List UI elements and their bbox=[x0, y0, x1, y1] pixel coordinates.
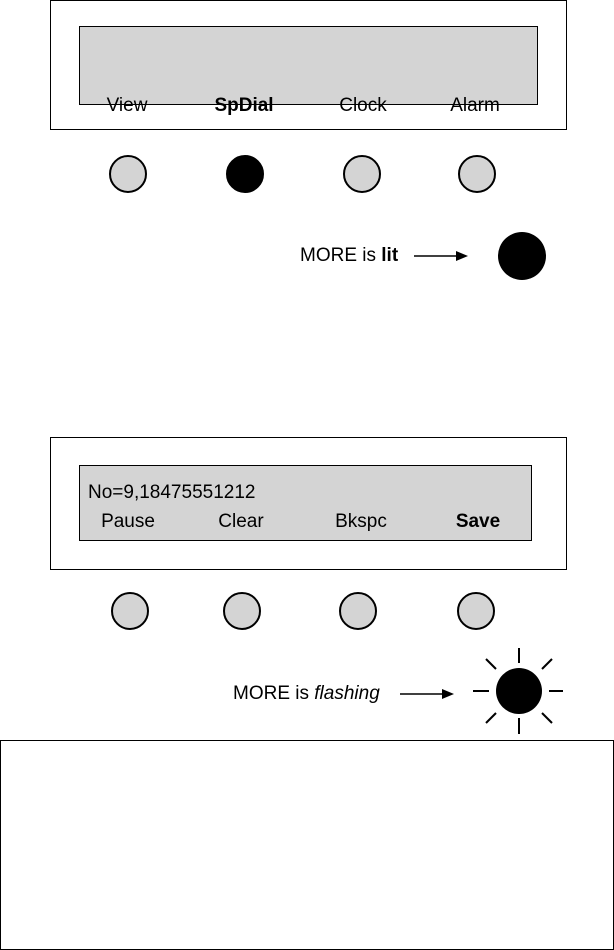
arrow-right-icon bbox=[400, 686, 456, 702]
softkey-clock-label: Clock bbox=[339, 95, 387, 116]
softkey-save-label: Save bbox=[455, 511, 501, 532]
more-button-flashing[interactable] bbox=[470, 643, 570, 739]
softkey-view-label: View bbox=[106, 95, 148, 116]
softkey-alarm-label: Alarm bbox=[450, 95, 500, 116]
more-flashing-caption bbox=[233, 683, 380, 705]
more-lit-caption-prefix: MORE is bbox=[300, 245, 376, 266]
softkey-clear-label: Clear bbox=[218, 511, 264, 532]
softkey-button-2[interactable] bbox=[223, 592, 261, 630]
phone-panel-2 bbox=[50, 437, 567, 570]
phone-panel-1 bbox=[50, 0, 567, 130]
softkey-button-4[interactable] bbox=[457, 592, 495, 630]
arrow-right-icon bbox=[414, 248, 470, 264]
more-lit-caption-emph: lit bbox=[381, 245, 399, 266]
more-lit-caption bbox=[300, 245, 398, 267]
lcd-display-1 bbox=[79, 26, 538, 116]
softkey-button-3[interactable] bbox=[343, 155, 381, 193]
lcd-display-2 bbox=[79, 465, 532, 541]
dialed-number-text: No=9,18475551212 bbox=[88, 482, 256, 503]
softkey-bkspc-label: Bkspc bbox=[335, 511, 387, 532]
softkey-button-3[interactable] bbox=[339, 592, 377, 630]
softkey-button-1[interactable] bbox=[109, 155, 147, 193]
softkey-pause-label: Pause bbox=[101, 511, 155, 532]
softkey-button-1[interactable] bbox=[111, 592, 149, 630]
softkey-button-4[interactable] bbox=[458, 155, 496, 193]
softkey-spdial-label: SpDial bbox=[214, 95, 274, 116]
empty-note-box bbox=[0, 740, 614, 950]
more-button-lit[interactable] bbox=[498, 232, 546, 280]
more-flashing-caption-prefix: MORE is bbox=[233, 683, 309, 704]
softkey-button-2-pressed[interactable] bbox=[226, 155, 264, 193]
more-flashing-caption-emph: flashing bbox=[314, 683, 380, 704]
